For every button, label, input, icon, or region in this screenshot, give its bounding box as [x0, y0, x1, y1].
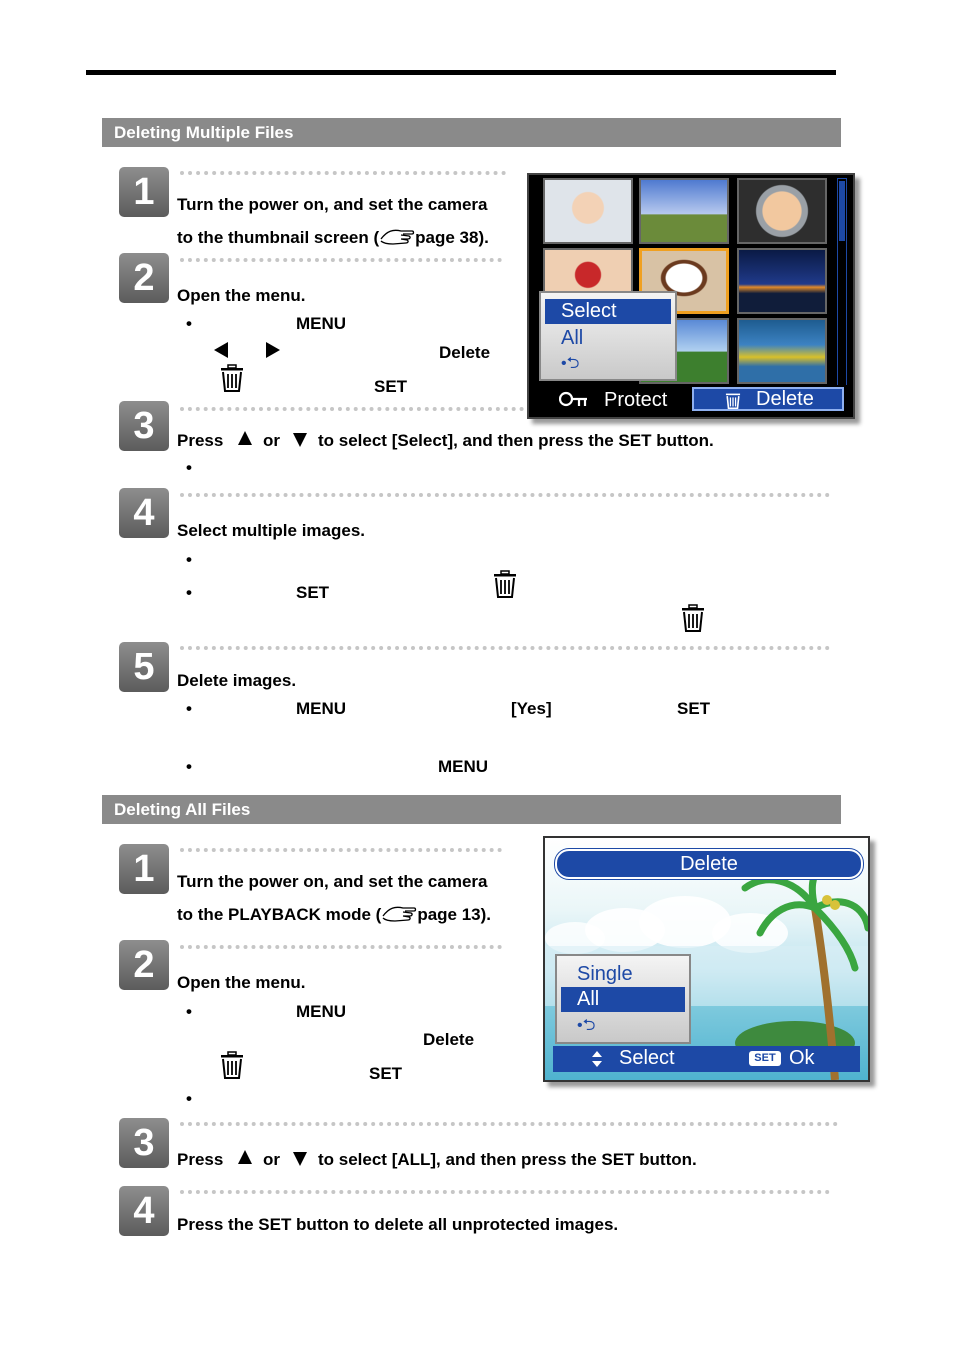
- step-title: Open the menu.: [177, 286, 306, 305]
- thumbnail-baby: [543, 178, 633, 244]
- step-number: 3: [119, 1118, 169, 1168]
- dotted-divider: [180, 945, 502, 949]
- step-number: 5: [119, 642, 169, 692]
- step-text: to the PLAYBACK mode ( page 13).: [177, 902, 491, 925]
- dotted-divider: [180, 1190, 830, 1194]
- popup-menu: [539, 291, 677, 381]
- delete-label: Delete: [756, 388, 814, 410]
- trash-icon: [219, 1051, 245, 1079]
- step-text: Press: [177, 1150, 224, 1169]
- option-label-delete: Delete: [423, 1030, 475, 1049]
- step-number: 3: [119, 401, 169, 451]
- bullet: •: [186, 583, 192, 602]
- button-label-menu: MENU: [296, 699, 347, 718]
- dotted-divider: [180, 407, 524, 411]
- camera-delete-screen: [543, 836, 870, 1082]
- trash-icon: [724, 391, 742, 409]
- thumbnail-porthole-kids: [737, 178, 827, 244]
- section-header-multiple: Deleting Multiple Files: [102, 118, 841, 147]
- delete-softkey[interactable]: [692, 387, 844, 411]
- pointing-hand-icon: [381, 902, 417, 924]
- camera-bottom-bar: [529, 385, 853, 417]
- set-badge-icon: SET: [749, 1051, 781, 1066]
- trash-icon: [492, 570, 518, 598]
- left-arrow-icon: [214, 342, 228, 358]
- bullet: •: [186, 1089, 192, 1108]
- dotted-divider: [180, 171, 506, 175]
- down-arrow-icon: [293, 433, 307, 447]
- trash-icon: [680, 604, 706, 632]
- up-arrow-icon: [238, 431, 252, 445]
- right-arrow-icon: [266, 342, 280, 358]
- option-label-yes: [Yes]: [511, 699, 552, 718]
- menu-item-select[interactable]: Select: [545, 299, 671, 324]
- thumbnail-cherry-tree: [639, 178, 729, 244]
- screen-title: Delete: [555, 849, 863, 879]
- screen-bottom-bar: [553, 1046, 860, 1072]
- bullet: •: [186, 699, 192, 718]
- step-number: 1: [119, 844, 169, 894]
- select-label: Select: [619, 1047, 675, 1069]
- button-label-menu: MENU: [296, 314, 347, 333]
- bullet: •: [186, 1002, 192, 1021]
- bullet: •: [186, 550, 192, 569]
- dotted-divider: [180, 646, 830, 650]
- down-arrow-icon: [293, 1152, 307, 1166]
- step-text: Press the SET button to delete all unprotected images.: [177, 1215, 619, 1234]
- step-text: to select [ALL], and then press the SET button.: [318, 1150, 697, 1169]
- button-label-set: SET: [374, 377, 408, 396]
- dotted-divider: [180, 493, 830, 497]
- bullet: •: [186, 757, 192, 776]
- bullet: •: [186, 458, 192, 477]
- scrollbar-thumb[interactable]: [839, 181, 845, 241]
- button-label-menu: MENU: [438, 757, 489, 776]
- step-title: Open the menu.: [177, 973, 306, 992]
- popup-menu: [555, 954, 691, 1044]
- option-label-delete: Delete: [439, 343, 491, 362]
- key-icon: [559, 391, 589, 411]
- step-text: Turn the power on, and set the camera: [177, 195, 488, 214]
- step-title: Delete images.: [177, 671, 297, 690]
- pointing-hand-icon: [379, 225, 415, 247]
- trash-icon: [219, 364, 245, 392]
- button-label-menu: MENU: [296, 1002, 347, 1021]
- section-header-all: Deleting All Files: [102, 795, 841, 824]
- step-text: Press: [177, 431, 224, 450]
- ok-label: Ok: [789, 1047, 815, 1069]
- step-number: 1: [119, 167, 169, 217]
- up-arrow-icon: [238, 1150, 252, 1164]
- step-number: 4: [119, 1186, 169, 1236]
- button-label-set: SET: [677, 699, 711, 718]
- menu-item-all[interactable]: All: [561, 327, 584, 349]
- menu-item-single[interactable]: Single: [577, 963, 633, 985]
- menu-item-all[interactable]: All: [561, 987, 685, 1012]
- camera-thumbnail-screen: [527, 173, 855, 419]
- dotted-divider: [180, 1122, 838, 1126]
- bullet: •: [186, 314, 192, 333]
- step-number: 4: [119, 488, 169, 538]
- scrollbar[interactable]: [837, 178, 847, 386]
- menu-item-back[interactable]: •⮌: [561, 355, 580, 372]
- thumbnail-raft: [737, 318, 827, 384]
- menu-item-back[interactable]: •⮌: [577, 1017, 596, 1034]
- step-text: to the thumbnail screen ( page 38).: [177, 225, 489, 248]
- step-text: or: [263, 431, 280, 450]
- step-text: Turn the power on, and set the camera: [177, 872, 488, 891]
- protect-label: Protect: [604, 389, 668, 411]
- dotted-divider: [180, 848, 502, 852]
- step-text: or: [263, 1150, 280, 1169]
- dotted-divider: [180, 258, 502, 262]
- step-number: 2: [119, 253, 169, 303]
- step-text: to select [Select], and then press the SET button.: [318, 431, 714, 450]
- button-label-set: SET: [296, 583, 330, 602]
- up-down-arrows-icon: [591, 1050, 603, 1068]
- step-title: Select multiple images.: [177, 521, 366, 540]
- step-number: 2: [119, 940, 169, 990]
- thumbnail-city-night: [737, 248, 827, 314]
- top-rule: [86, 70, 836, 75]
- button-label-set: SET: [369, 1064, 403, 1083]
